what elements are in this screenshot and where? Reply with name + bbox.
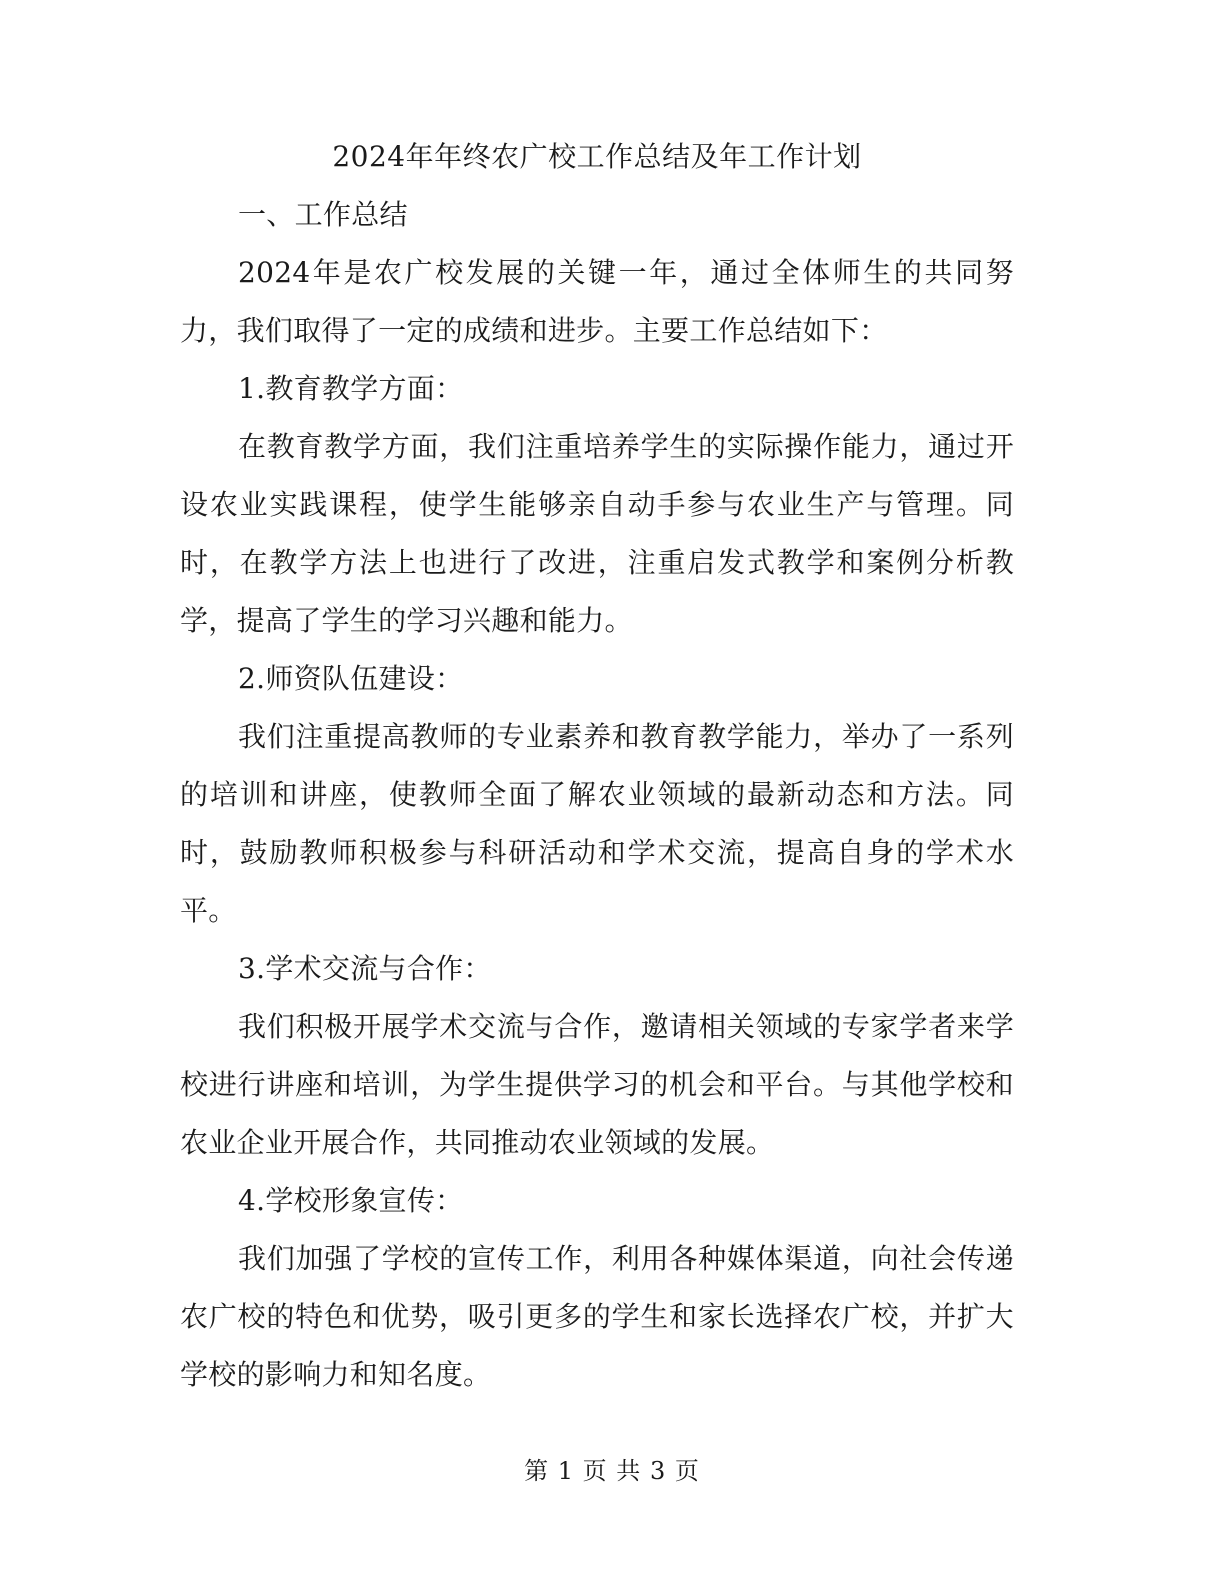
item-heading-teaching: 1.教育教学方面： (238, 372, 464, 405)
item-body-faculty: 我们注重提高教师的专业素养和教育教学能力，举办了一系列的培训和讲座，使教师全面了解农业领域的最新动态和方法。同时，鼓励教师积极参与科研活动和学术交流，提高自身的学术水平。 (180, 720, 1014, 927)
section-heading: 一、工作总结 (238, 198, 408, 231)
page-footer: 第 1 页 共 3 页 (524, 1457, 700, 1485)
document-content (180, 128, 1014, 1404)
item-body-teaching: 在教育教学方面，我们注重培养学生的实际操作能力，通过开设农业实践课程，使学生能够亲自动手参与农业生产与管理。同时，在教学方法上也进行了改进，注重启发式教学和案例分析教学，提高了学生的学习兴趣和能力。 (180, 430, 1014, 637)
intro-paragraph: 2024年是农广校发展的关键一年，通过全体师生的共同努力，我们取得了一定的成绩和进步。主要工作总结如下： (180, 256, 1014, 347)
item-body-publicity: 我们加强了学校的宣传工作，利用各种媒体渠道，向社会传递农广校的特色和优势，吸引更多的学生和家长选择农广校，并扩大学校的影响力和知名度。 (180, 1242, 1014, 1391)
item-heading-exchange: 3.学术交流与合作： (238, 952, 492, 985)
item-heading-faculty: 2.师资队伍建设： (238, 662, 464, 695)
document-title: 2024年年终农广校工作总结及年工作计划 (332, 140, 862, 173)
item-body-exchange: 我们积极开展学术交流与合作，邀请相关领域的专家学者来学校进行讲座和培训，为学生提供学习的机会和平台。与其他学校和农业企业开展合作，共同推动农业领域的发展。 (180, 1010, 1014, 1159)
item-heading-publicity: 4.学校形象宣传： (238, 1184, 464, 1217)
